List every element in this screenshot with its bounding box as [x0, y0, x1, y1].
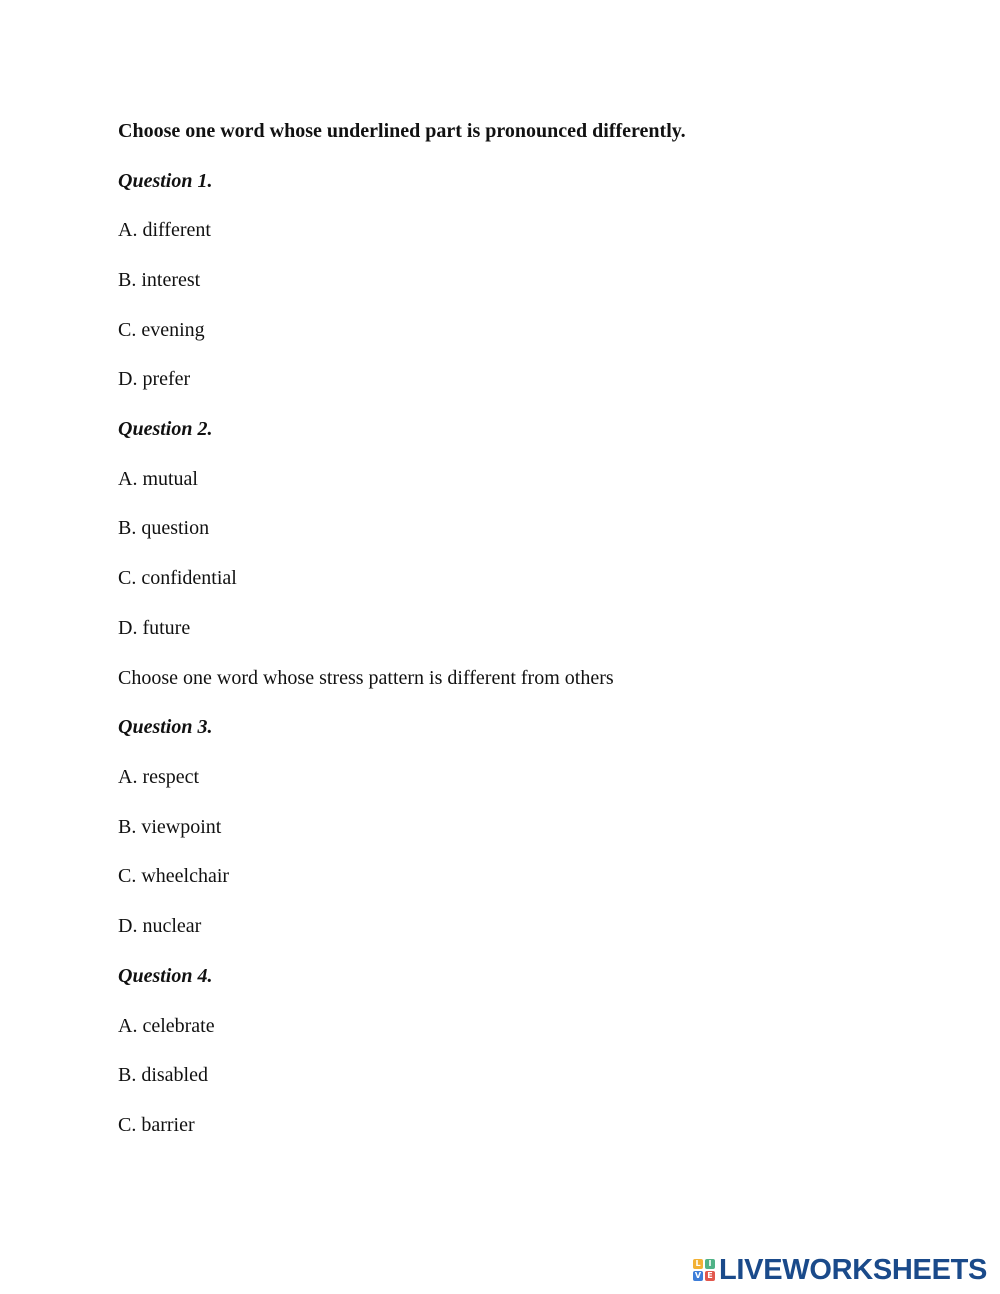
- question-1-option-a: A. different: [118, 219, 211, 241]
- question-2-option-a: A. mutual: [118, 468, 198, 490]
- logo-icon-letter-l: L: [693, 1259, 703, 1269]
- question-4-option-a: A. celebrate: [118, 1015, 215, 1037]
- question-2-title: Question 2.: [118, 418, 213, 440]
- question-2-option-c: C. confidential: [118, 567, 237, 589]
- question-4-title: Question 4.: [118, 965, 213, 987]
- question-1-title: Question 1.: [118, 170, 213, 192]
- instruction-heading: Choose one word whose underlined part is pronounced differently.: [118, 120, 686, 142]
- liveworksheets-logo: [693, 1256, 987, 1284]
- question-2-option-b: B. question: [118, 517, 210, 539]
- question-3-title: Question 3.: [118, 716, 213, 738]
- question-3-option-b: B. viewpoint: [118, 816, 222, 838]
- question-3-option-c: C. wheelchair: [118, 865, 230, 887]
- question-2-option-d: D. future: [118, 617, 191, 639]
- question-4-option-b: B. disabled: [118, 1064, 208, 1086]
- logo-icon-letter-e: E: [705, 1271, 715, 1281]
- logo-icon-letter-i: I: [705, 1259, 715, 1269]
- question-1-option-d: D. prefer: [118, 368, 191, 390]
- instruction-stress: Choose one word whose stress pattern is different from others: [118, 667, 614, 689]
- question-4-option-c: C. barrier: [118, 1114, 195, 1136]
- question-3-option-a: A. respect: [118, 766, 200, 788]
- question-1-option-b: B. interest: [118, 269, 201, 291]
- question-1-option-c: C. evening: [118, 319, 205, 341]
- logo-icon-letter-v: V: [694, 1271, 702, 1280]
- question-3-option-d: D. nuclear: [118, 915, 202, 937]
- liveworksheets-logo-icon: [693, 1259, 715, 1281]
- liveworksheets-logo-text: LIVEWORKSHEETS: [719, 1254, 988, 1286]
